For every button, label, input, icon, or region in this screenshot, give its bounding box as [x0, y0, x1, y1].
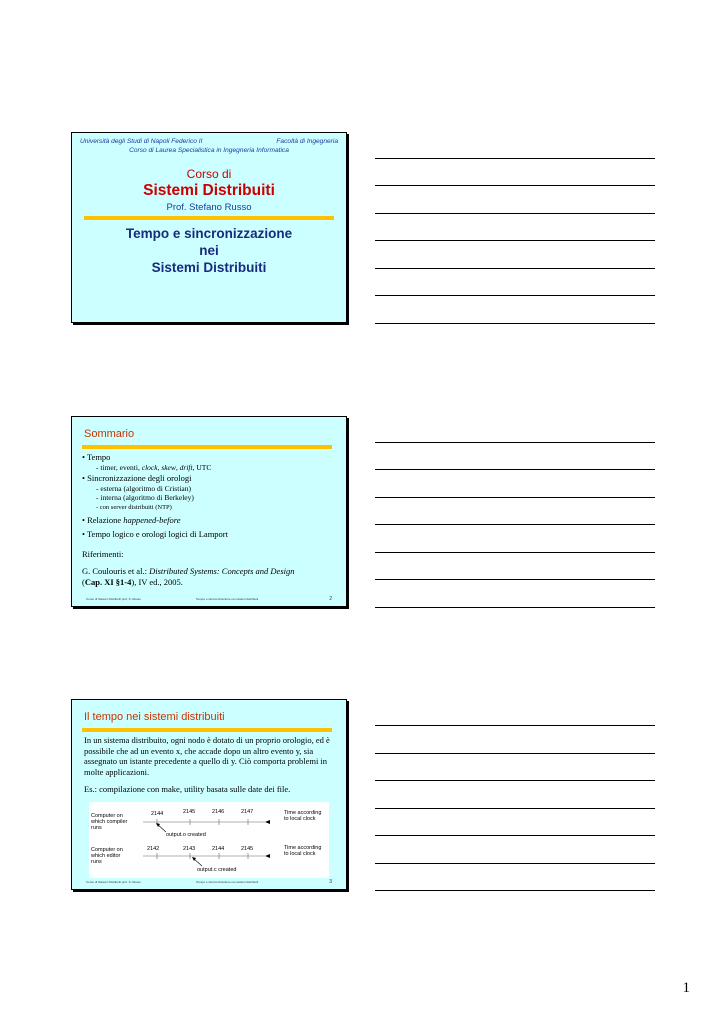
reference-entry-cont: (Cap. XI §1-4), IV ed., 2005.: [82, 576, 183, 587]
bullet-item: • Sincronizzazione degli orologi: [82, 472, 192, 483]
footer-course: Corso di Sistemi Distribuiti prof. S. Russo: [86, 597, 141, 601]
slide-number: 3: [329, 879, 332, 885]
slide-body: [84, 735, 336, 795]
notes-line: [375, 268, 655, 269]
slide-body: [82, 452, 336, 588]
topic-line: nei: [199, 243, 219, 258]
row2-tick-label: 2145: [241, 846, 254, 852]
footer-course: Corso di Sistemi Distribuiti prof. S. Russo: [86, 880, 141, 884]
page-number: 1: [682, 980, 690, 996]
row1-event-label: output.o created: [166, 832, 206, 838]
bullet-item: • Tempo: [82, 452, 111, 462]
notes-line: [375, 213, 655, 214]
footer-topic: Tempo e sincronizzazione nei sistemi distribuiti: [196, 597, 259, 601]
slide-title: Sommario: [84, 428, 135, 440]
topic-line: Sistemi Distribuiti: [151, 260, 267, 275]
row1-tick-label: 2146: [212, 809, 225, 815]
notes-line: [375, 808, 655, 809]
time-axis-label: Time according to local clock: [284, 845, 322, 857]
notes-line: [375, 552, 655, 553]
row1-tick-label: 2145: [183, 809, 196, 815]
slide-distributed-time: [71, 699, 347, 890]
row2-tick-label: 2142: [147, 846, 160, 852]
professor-name: Prof. Stefano Russo: [166, 202, 252, 213]
row1-tick-label: 2147: [241, 809, 254, 815]
footer-topic: Tempo e sincronizzazione nei sistemi distribuiti: [196, 880, 259, 884]
notes-line: [375, 863, 655, 864]
bullet-item: • Tempo logico e orologi logici di Lamport: [82, 528, 228, 539]
row2-label: Computer on which editor runs: [91, 847, 123, 865]
clock-skew-diagram: [89, 802, 329, 878]
references: [82, 549, 336, 588]
notes-line: [375, 240, 655, 241]
title-divider: [82, 728, 332, 732]
notes-line: [375, 835, 655, 836]
reference-entry: G. Coulouris et al.: Distributed Systems: Concepts and Design: [82, 565, 295, 576]
row2-tick-label: 2144: [212, 846, 225, 852]
notes-line: [375, 323, 655, 324]
slide-title: Il tempo nei sistemi distribuiti: [84, 711, 225, 723]
slide-title: [71, 132, 347, 323]
slide-paragraph: In un sistema distribuito, ogni nodo è dotato di un proprio orologio, ed è possibile che ad un evento x, che accade dopo un altro evento y, sia assegnato un istante precedente a quello di y. Ciò comporta problemi in molte applicazioni.: [84, 735, 330, 777]
notes-line: [375, 295, 655, 296]
slide-summary: [71, 416, 347, 607]
row2-arrowhead: [265, 854, 270, 858]
row1-label: Computer on which compiler runs: [91, 813, 128, 831]
degree-course: Corso di Laurea Specialistica in Ingegneria Informatica: [129, 147, 289, 154]
sub-bullet-item: - interna (algoritmo di Berkeley): [96, 493, 194, 502]
bullet-item: • Relazione happened-before: [82, 514, 181, 525]
faculty-name: Facoltà di Ingegneria: [276, 138, 338, 145]
notes-line: [375, 579, 655, 580]
notes-line: [375, 158, 655, 159]
topic-line: Tempo e sincronizzazione: [125, 226, 293, 241]
notes-line: [375, 469, 655, 470]
row2-tick-label: 2143: [183, 846, 196, 852]
sub-bullet-item: - con server distribuiti (NTP): [96, 503, 172, 511]
corso-label: Corso di: [186, 167, 232, 181]
notes-line: [375, 524, 655, 525]
university-name: Università degli Studi di Napoli Federico II: [80, 138, 203, 145]
notes-line: [375, 442, 655, 443]
row1-tick-label: 2144: [151, 811, 164, 817]
time-axis-label: Time according to local clock: [284, 810, 322, 822]
lecture-topic: [72, 225, 346, 276]
notes-line: [375, 890, 655, 891]
slide-number: 2: [329, 596, 332, 602]
references-label: Riferimenti:: [82, 548, 124, 559]
slide-example: Es.: compilazione con make, utility basata sulle date dei file.: [84, 784, 291, 794]
notes-line: [375, 780, 655, 781]
notes-line: [375, 753, 655, 754]
title-divider: [82, 445, 332, 449]
sub-bullet-item: - esterna (algoritmo di Cristian): [96, 483, 191, 493]
slide-footer: [86, 594, 332, 602]
notes-line: [375, 725, 655, 726]
sub-bullet-item: - timer, eventi, clock, skew, drift, UTC: [96, 463, 212, 472]
slide-footer: [86, 877, 332, 885]
row1-arrowhead: [265, 820, 270, 824]
course-title: Sistemi Distribuiti: [143, 182, 275, 199]
notes-line: [375, 607, 655, 608]
notes-line: [375, 497, 655, 498]
notes-line: [375, 185, 655, 186]
title-divider: [84, 216, 334, 220]
row2-event-label: output.c created: [197, 867, 237, 873]
